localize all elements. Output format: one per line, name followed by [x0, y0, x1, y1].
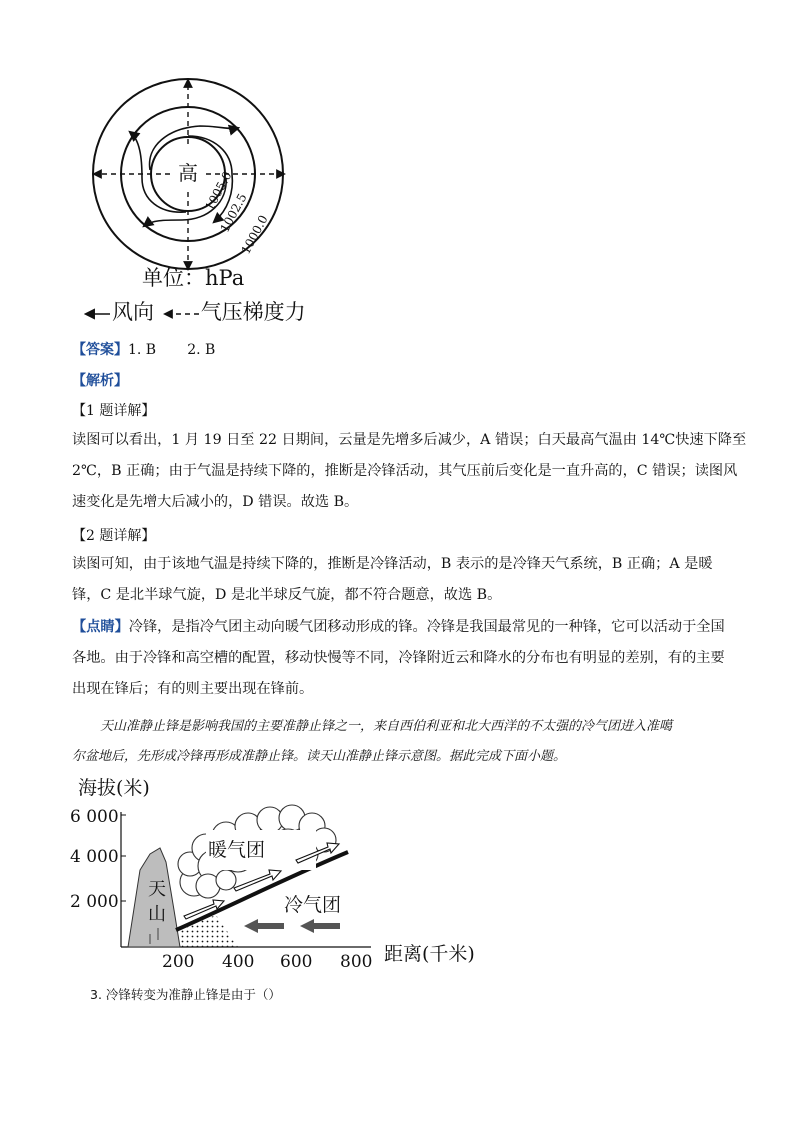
- intro-line: 天山准静止锋是影响我国的主要准静止锋之一，来自西伯利亚和北大西洋的不太强的冷气团进入准噶: [100, 719, 673, 734]
- q1-explanation: [72, 425, 747, 518]
- tip-line: 冷锋，是指冷气团主动向暖气团移动形成的锋。冷锋是我国最常见的一种锋，它可以活动于全国: [128, 619, 725, 635]
- pgf-legend-arrow-icon: [161, 306, 201, 322]
- answer-text: 1. B 2. B: [128, 342, 216, 358]
- isobar-label-1005: 1005.0: [202, 169, 235, 213]
- legend-pgf-label: 气压梯度力: [200, 300, 306, 324]
- x-tick-200: 200: [162, 952, 195, 970]
- analysis-tag: 【解析】: [72, 373, 128, 389]
- q2-line: 锋，C 是北半球气旋，D 是北半球反气旋，都不符合题意，故选 B。: [72, 587, 502, 603]
- q1-line: 速变化是先增大后减小的，D 错误。故选 B。: [72, 494, 359, 510]
- tip-paragraph: [72, 612, 732, 705]
- intro-paragraph: [72, 712, 732, 772]
- warm-air-arrow-2: [234, 870, 281, 891]
- precipitation-area: [178, 915, 238, 947]
- tip-line: 各地。由于冷锋和高空槽的配置，移动快慢等不同，冷锋附近云和降水的分布也有明显的差别，有的主要: [72, 650, 725, 666]
- question-3: 3. 冷锋转变为准静止锋是由于（）: [90, 987, 281, 1002]
- isobar-label-1000: 1000.0: [238, 212, 271, 257]
- x-tick-800: 800: [340, 952, 373, 970]
- legend-wind-label: 风向: [112, 300, 154, 324]
- mountain-label-1: 天: [148, 879, 166, 900]
- mountain-label-2: 山: [148, 904, 166, 925]
- cold-air-arrow-1: [244, 919, 284, 933]
- cold-air-arrow-2: [300, 919, 340, 933]
- cold-air-label: 冷气团: [284, 894, 342, 916]
- y-tick-4000: 4 000: [70, 847, 119, 867]
- q2-explanation: [72, 549, 732, 611]
- fig1-legend: [82, 296, 306, 326]
- high-pressure-diagram: [88, 74, 298, 274]
- q1-line: 2℃，B 正确；由于气温是持续下降的，推断是冷锋活动，其气压前后变化是一直升高的，C 错误；读图风: [72, 463, 738, 479]
- answer-tag: 【答案】: [72, 342, 128, 358]
- unit-label: 单位：hPa: [142, 266, 245, 290]
- isobar-label-1002: 1002.5: [217, 191, 250, 235]
- tip-line: 出现在锋后；有的则主要出现在锋前。: [72, 681, 314, 697]
- q1-title: 【1 题详解】: [72, 403, 156, 419]
- q2-line: 读图可知，由于该地气温是持续下降的，推断是冷锋活动，B 表示的是冷锋天气系统，B 正确；A 是暖: [72, 556, 713, 572]
- y-tick-6000: 6 000: [70, 807, 119, 827]
- center-high-label: 高: [178, 161, 198, 185]
- front-diagram: [66, 770, 486, 970]
- q1-line: 读图可以看出，1 月 19 日至 22 日期间，云量是先增多后减少，A 错误；白天最高气温由 14℃快速下降至: [72, 432, 747, 448]
- warm-air-label: 暖气团: [208, 839, 266, 861]
- wind-legend-arrow-icon: [82, 306, 112, 322]
- y-axis-title: 海拔(米): [78, 777, 150, 799]
- y-tick-2000: 2 000: [70, 892, 119, 912]
- answer-line: [72, 339, 215, 359]
- x-tick-600: 600: [280, 952, 313, 970]
- intro-line: 尔盆地后，先形成冷锋再形成准静止锋。读天山准静止锋示意图。据此完成下面小题。: [72, 749, 567, 764]
- x-axis-title: 距离(千米): [384, 943, 475, 965]
- q2-title: 【2 题详解】: [72, 528, 156, 544]
- x-tick-400: 400: [222, 952, 255, 970]
- tip-tag: 【点睛】: [72, 619, 129, 635]
